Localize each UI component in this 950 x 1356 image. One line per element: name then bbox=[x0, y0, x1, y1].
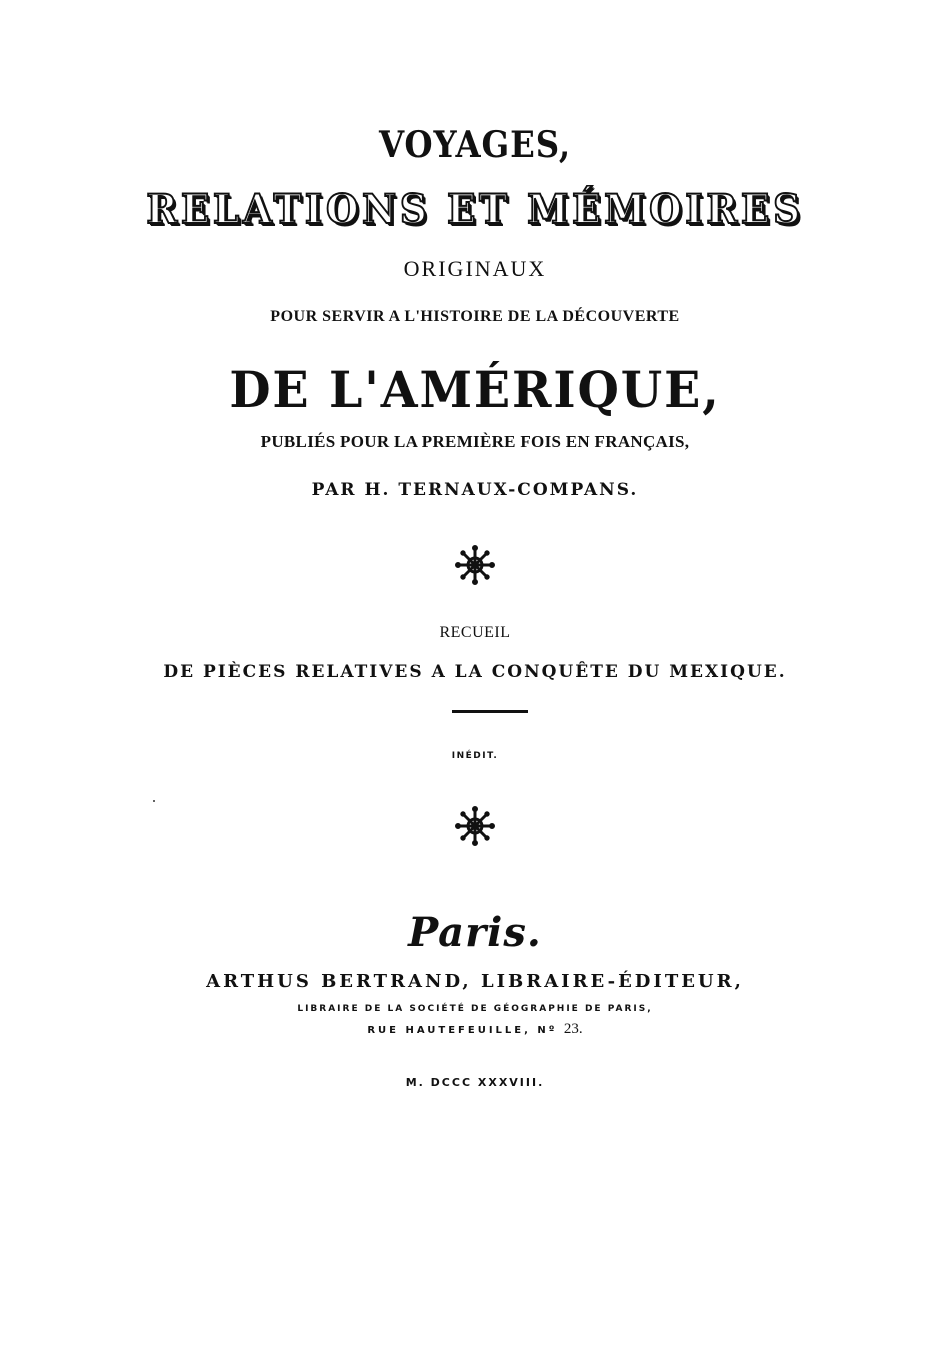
imprint-street-number: 23. bbox=[563, 1021, 583, 1037]
imprint-street bbox=[0, 1022, 950, 1037]
imprint-city: Paris. bbox=[408, 909, 542, 956]
author-line: PAR H. TERNAUX-COMPANS. bbox=[311, 480, 639, 500]
imprint-date: M. DCCC XXXVIII. bbox=[405, 1076, 545, 1089]
recueil-subtitle: DE PIÈCES RELATIVES A LA CONQUÊTE DU MEXIQUE. bbox=[163, 662, 787, 682]
fleuron-icon bbox=[455, 545, 495, 585]
heading-originaux: ORIGINAUX bbox=[403, 256, 547, 281]
ink-speck bbox=[153, 800, 155, 802]
imprint-societe: LIBRAIRE DE LA SOCIÉTÉ DE GÉOGRAPHIE DE PARIS, bbox=[297, 1004, 653, 1014]
heading-relations-memoires: RELATIONS ET MÉMOIRES bbox=[146, 186, 804, 233]
recueil-label: RECUEIL bbox=[439, 624, 511, 641]
imprint-publisher: ARTHUS BERTRAND, LIBRAIRE-ÉDITEUR, bbox=[206, 971, 744, 992]
inedit-label: INÉDIT. bbox=[451, 751, 499, 761]
imprint-street-name: RUE HAUTEFEUILLE, Nº bbox=[367, 1025, 558, 1036]
subtitle-publies: PUBLIÉS POUR LA PREMIÈRE FOIS EN FRANÇAIS, bbox=[260, 432, 690, 451]
heading-voyages: VOYAGES, bbox=[378, 124, 572, 166]
subtitle-pour-servir: POUR SERVIR A L'HISTOIRE DE LA DÉCOUVERTE bbox=[270, 308, 680, 325]
divider-rule bbox=[452, 710, 528, 713]
heading-amerique: DE L'AMÉRIQUE, bbox=[229, 360, 721, 419]
fleuron-icon bbox=[455, 806, 495, 846]
